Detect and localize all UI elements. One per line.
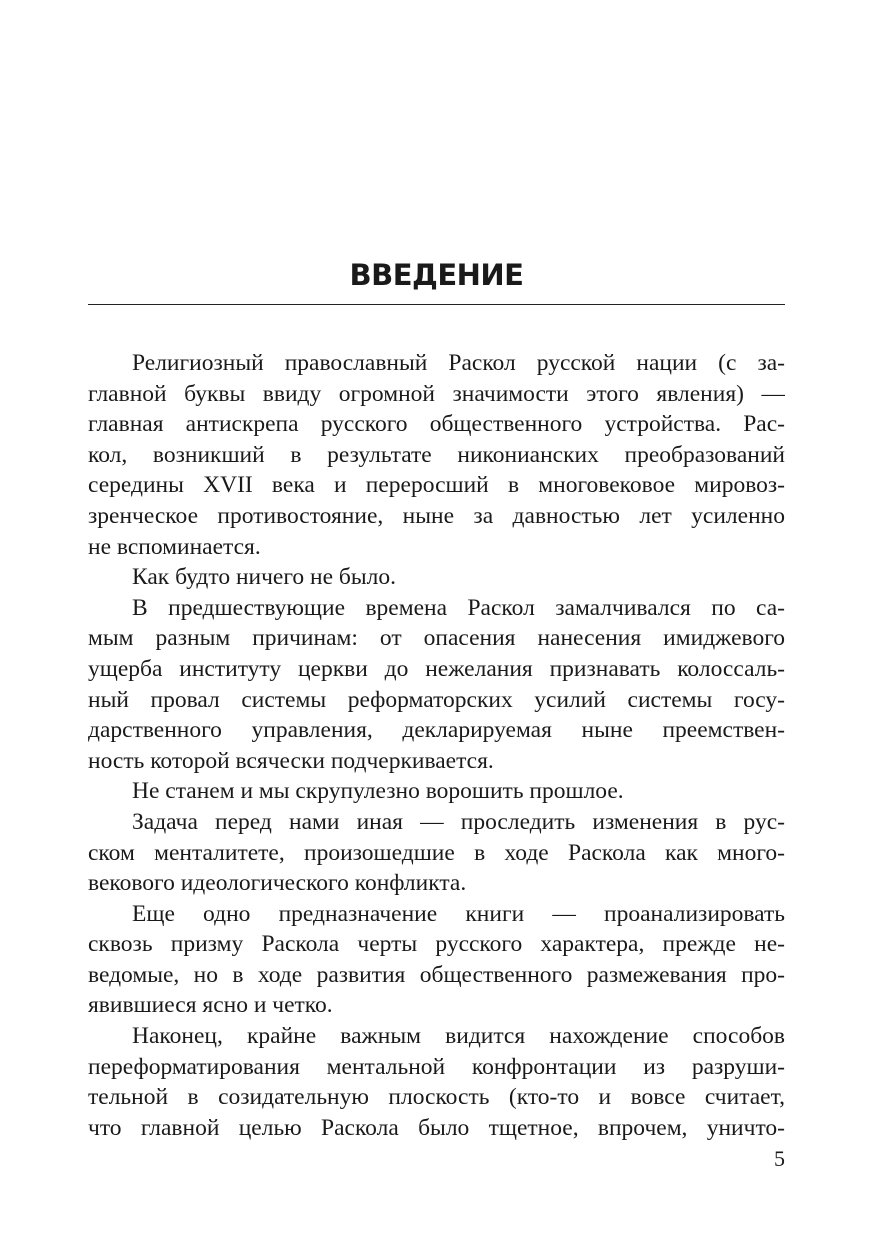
text-line: Религиозный православный Раскол русской нации (с за- (132, 350, 785, 376)
text-line: главной буквы ввиду огромной значимости этого явления) — (88, 380, 785, 407)
paragraph (88, 1021, 785, 1143)
text-line: В предшествующие времена Раскол замалчивался по са- (132, 594, 785, 621)
text-line: ущерба институту церкви до нежелания признавать колоссаль- (88, 655, 785, 682)
text-line: что главной целью Раскола было тщетное, впрочем, уничто- (88, 1114, 785, 1141)
text-line: ведомые, но в ходе развития общественного размежевания про- (88, 961, 785, 988)
text-line: переформатирования ментальной конфронтации из разруши- (88, 1053, 785, 1080)
paragraph (88, 807, 785, 899)
text-line: векового идеологического конфликта. (88, 870, 467, 897)
text-line: ском менталитете, произошедшие в ходе Раскола как много- (88, 839, 785, 866)
title-divider (88, 304, 785, 305)
paragraph (88, 593, 785, 777)
paragraph (88, 899, 785, 1021)
text-line: не вспоминается. (88, 533, 261, 560)
text-line: явившиеся ясно и четко. (88, 992, 333, 1019)
text-line: Задача перед нами иная — проследить изменения в рус- (132, 808, 785, 835)
text-line: сквозь призму Раскола черты русского характера, прежде не- (88, 931, 785, 958)
body-text (88, 348, 785, 1143)
text-line: кол, возникший в результате никонианских преобразований (88, 441, 785, 468)
text-line: Как будто ничего не было. (132, 564, 397, 591)
text-line: тельной в созидательную плоскость (кто-то и вовсе считает, (88, 1084, 785, 1111)
page-number: 5 (774, 1146, 785, 1171)
text-line: мым разным причинам: от опасения нанесения имиджевого (88, 625, 785, 652)
text-line: ность которой всячески подчеркивается. (88, 747, 494, 774)
paragraph (88, 562, 785, 593)
text-line: Не станем и мы скрупулезно ворошить прошлое. (132, 778, 624, 805)
text-line: Наконец, крайне важным видится нахождение способов (132, 1023, 785, 1050)
text-line: зренческое противостояние, ныне за давностью лет усиленно (88, 502, 785, 529)
text-line: середины XVII века и переросший в многовековое мировоз- (88, 472, 785, 499)
text-line: Еще одно предназначение книги — проанализировать (132, 900, 785, 927)
paragraph (88, 348, 785, 562)
text-line: главная антискрепа русского общественного устройства. Рас- (88, 411, 785, 438)
chapter-title: ВВЕДЕНИЕ (349, 258, 524, 292)
text-line: ный провал системы реформаторских усилий системы госу- (88, 686, 785, 713)
paragraph (88, 776, 785, 807)
text-line: дарственного управления, декларируемая ныне преемствен- (88, 717, 785, 744)
